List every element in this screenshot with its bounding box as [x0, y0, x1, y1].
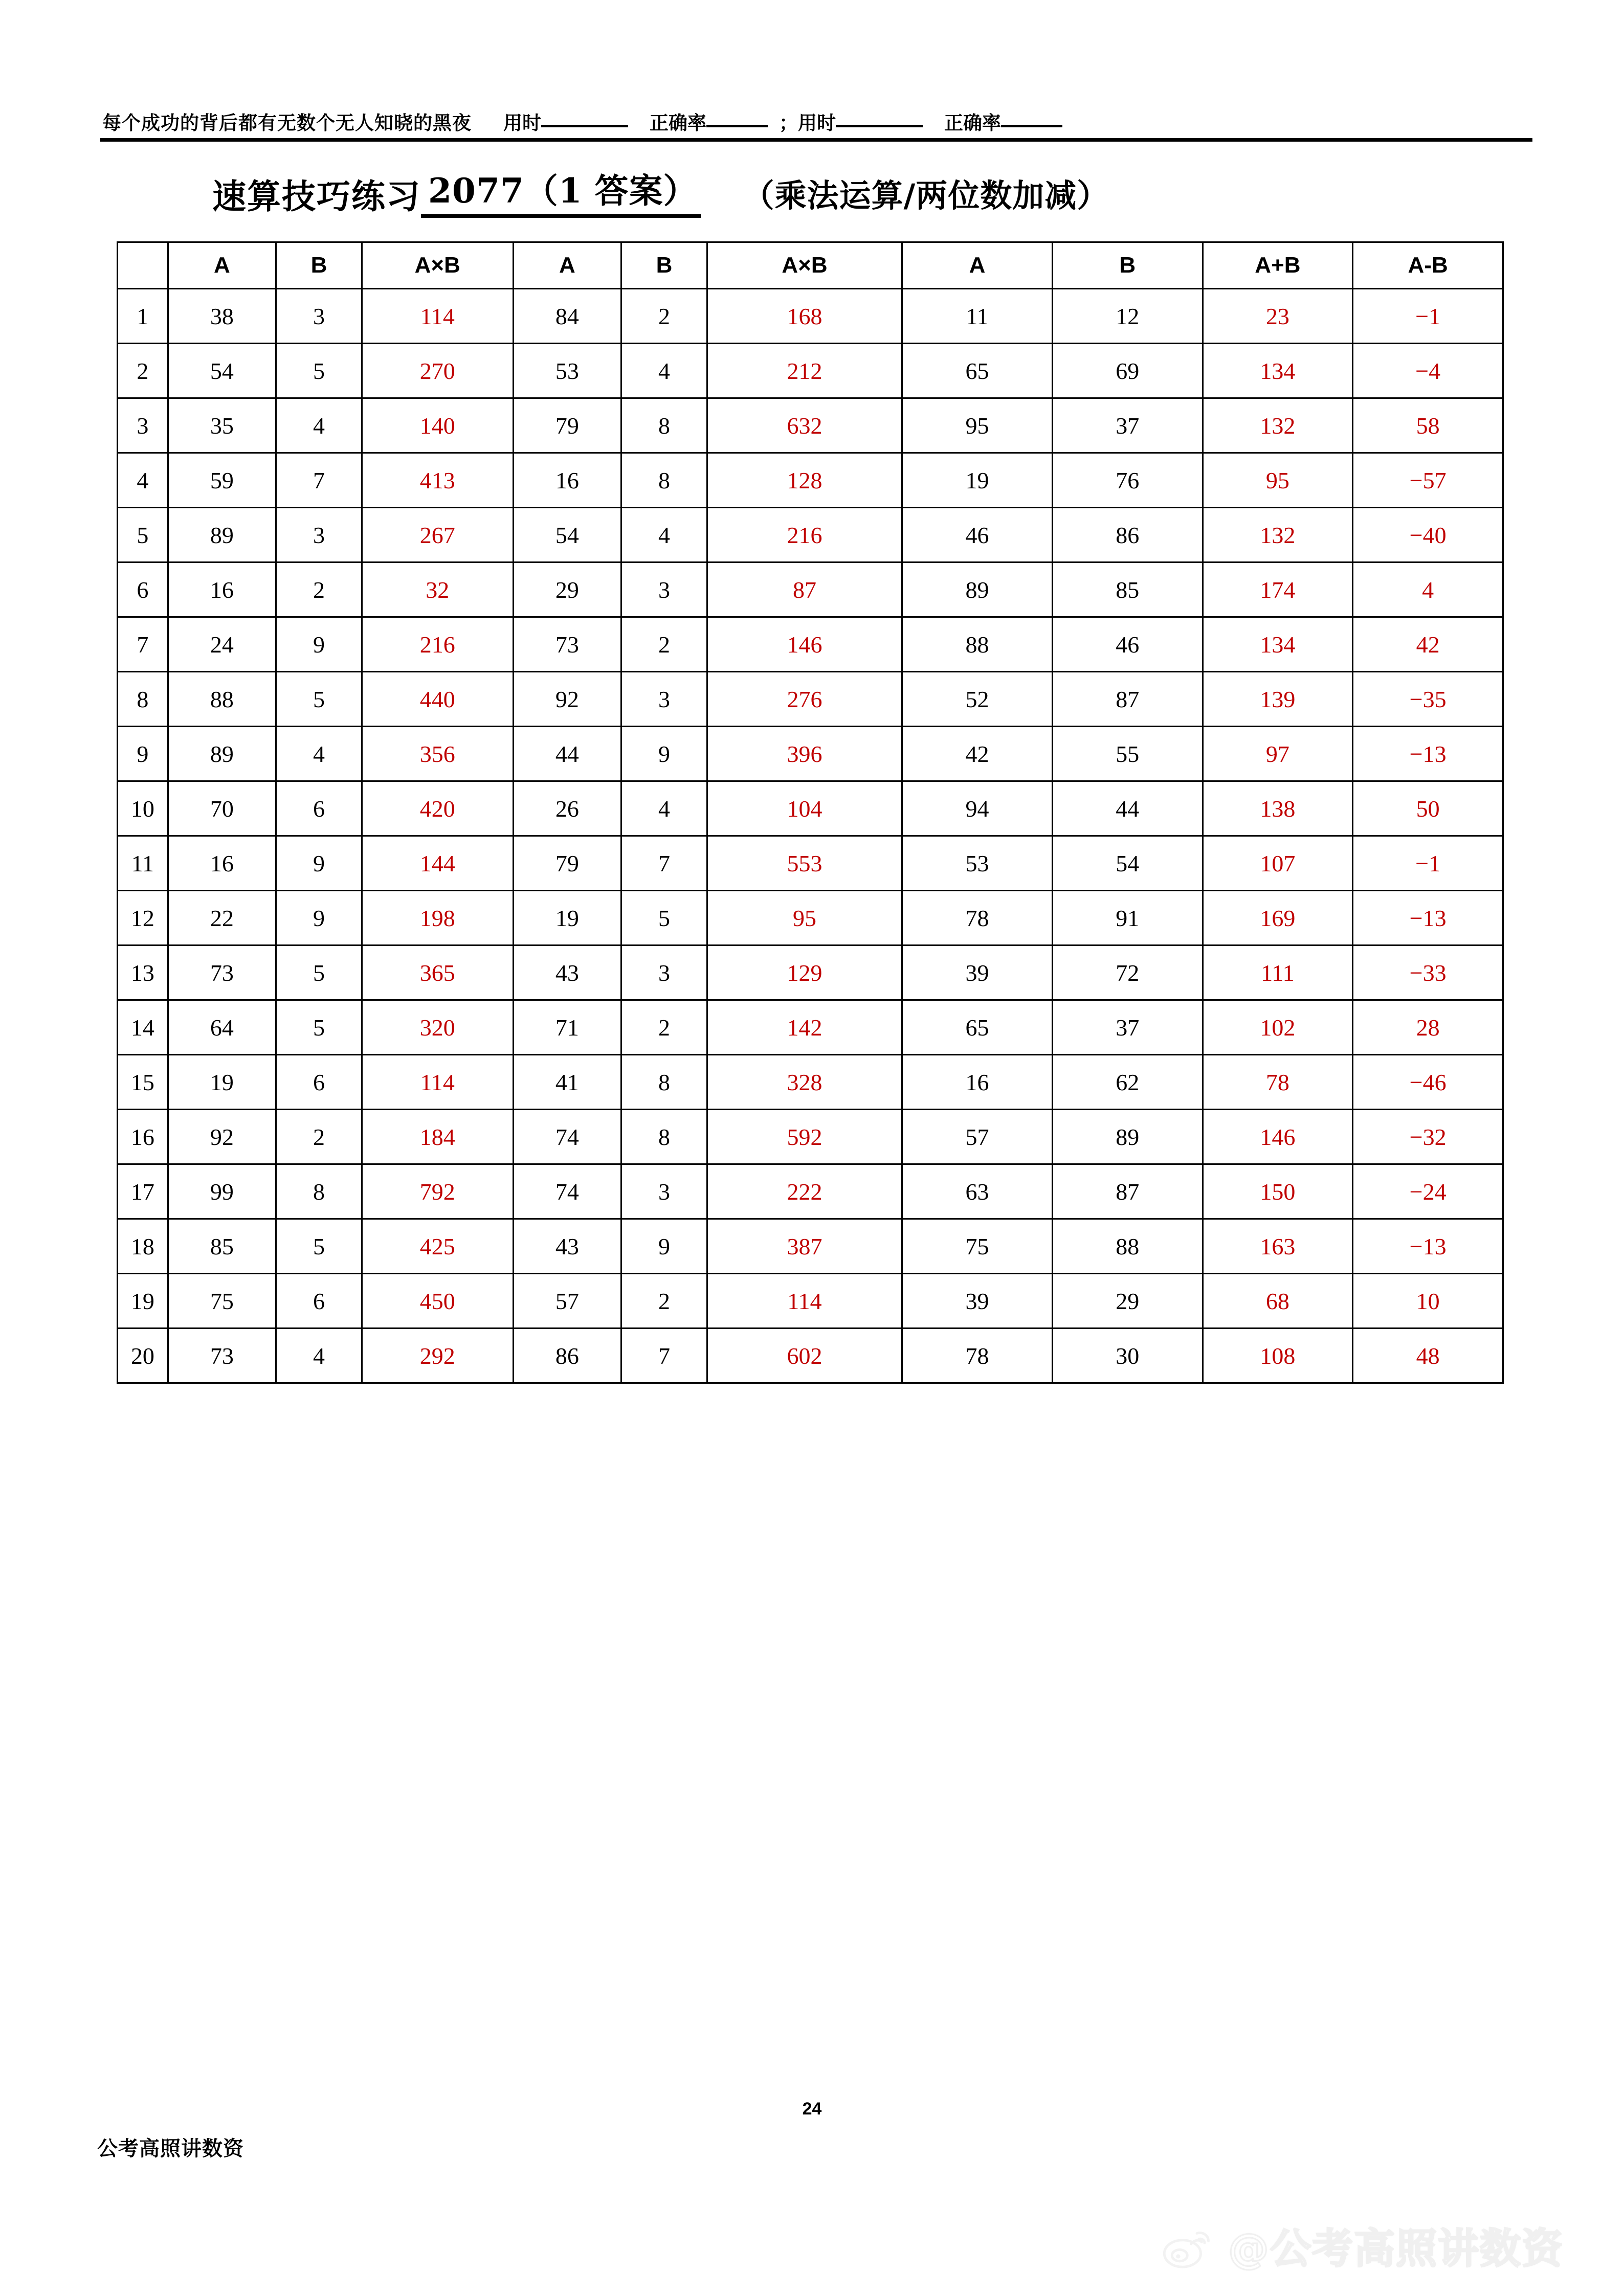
column-header-index: [118, 242, 168, 289]
cell-b2: 3: [621, 672, 707, 727]
row-index: 10: [118, 781, 168, 836]
cell-b1: 8: [276, 1164, 362, 1219]
cell-a1: 70: [168, 781, 276, 836]
weibo-logo-icon: [1159, 2214, 1220, 2276]
cell-sum: 132: [1203, 508, 1353, 562]
cell-a3: 63: [902, 1164, 1053, 1219]
cell-a1: 22: [168, 891, 276, 946]
watermark: [1159, 2214, 1564, 2276]
cell-b3: 76: [1052, 453, 1203, 508]
time-label-2: 用时: [798, 112, 836, 134]
table-row: [118, 891, 1503, 946]
cell-b1: 5: [276, 672, 362, 727]
cell-difference: −4: [1353, 344, 1503, 398]
cell-b3: 87: [1052, 672, 1203, 727]
cell-a3: 16: [902, 1055, 1053, 1110]
cell-a1: 54: [168, 344, 276, 398]
cell-difference: 48: [1353, 1329, 1503, 1383]
footer-brand: 公考高照讲数资: [97, 2137, 244, 2160]
cell-b1: 9: [276, 836, 362, 891]
cell-b1: 5: [276, 1219, 362, 1274]
cell-sum: 163: [1203, 1219, 1353, 1274]
cell-product-2: 128: [707, 453, 902, 508]
cell-a2: 54: [513, 508, 621, 562]
accuracy-blank-2[interactable]: [1001, 124, 1062, 127]
cell-product-1: 198: [362, 891, 513, 946]
table-header: [118, 242, 1503, 289]
cell-a1: 89: [168, 508, 276, 562]
row-index: 13: [118, 946, 168, 1000]
row-index: 9: [118, 727, 168, 781]
cell-difference: −33: [1353, 946, 1503, 1000]
column-header-a2: A: [513, 242, 621, 289]
cell-b1: 3: [276, 508, 362, 562]
cell-a3: 19: [902, 453, 1053, 508]
cell-product-2: 216: [707, 508, 902, 562]
header-motto: 每个成功的背后都有无数个无人知晓的黑夜: [102, 112, 472, 134]
cell-a1: 38: [168, 289, 276, 344]
cell-difference: −57: [1353, 453, 1503, 508]
cell-b3: 12: [1052, 289, 1203, 344]
cell-b3: 44: [1052, 781, 1203, 836]
cell-a1: 99: [168, 1164, 276, 1219]
row-index: 12: [118, 891, 168, 946]
cell-a3: 88: [902, 617, 1053, 672]
cell-sum: 139: [1203, 672, 1353, 727]
cell-b1: 4: [276, 398, 362, 453]
cell-a2: 43: [513, 1219, 621, 1274]
cell-product-2: 387: [707, 1219, 902, 1274]
cell-product-1: 114: [362, 1055, 513, 1110]
cell-a3: 53: [902, 836, 1053, 891]
cell-difference: −32: [1353, 1110, 1503, 1164]
table-header-row: [118, 242, 1503, 289]
cell-sum: 134: [1203, 617, 1353, 672]
cell-product-1: 114: [362, 289, 513, 344]
cell-product-2: 212: [707, 344, 902, 398]
cell-product-1: 425: [362, 1219, 513, 1274]
cell-b3: 69: [1052, 344, 1203, 398]
cell-a3: 65: [902, 344, 1053, 398]
cell-a2: 84: [513, 289, 621, 344]
cell-a3: 78: [902, 1329, 1053, 1383]
cell-b2: 8: [621, 1055, 707, 1110]
cell-a3: 95: [902, 398, 1053, 453]
column-header-axb2: A×B: [707, 242, 902, 289]
cell-a1: 19: [168, 1055, 276, 1110]
cell-b2: 2: [621, 1000, 707, 1055]
cell-a2: 29: [513, 562, 621, 617]
cell-a2: 92: [513, 672, 621, 727]
header-separator: ；: [779, 112, 798, 134]
cell-sum: 150: [1203, 1164, 1353, 1219]
cell-product-1: 420: [362, 781, 513, 836]
cell-b2: 8: [621, 453, 707, 508]
cell-b3: 54: [1052, 836, 1203, 891]
table-row: [118, 672, 1503, 727]
cell-a3: 39: [902, 1274, 1053, 1329]
cell-a2: 86: [513, 1329, 621, 1383]
cell-sum: 23: [1203, 289, 1353, 344]
cell-b1: 4: [276, 1329, 362, 1383]
cell-b2: 5: [621, 891, 707, 946]
cell-b1: 5: [276, 344, 362, 398]
table-row: [118, 1164, 1503, 1219]
cell-product-1: 216: [362, 617, 513, 672]
cell-b3: 86: [1052, 508, 1203, 562]
cell-b3: 37: [1052, 398, 1203, 453]
cell-b3: 62: [1052, 1055, 1203, 1110]
cell-a2: 74: [513, 1110, 621, 1164]
column-header-b2: B: [621, 242, 707, 289]
cell-b1: 5: [276, 946, 362, 1000]
cell-difference: −24: [1353, 1164, 1503, 1219]
cell-b3: 85: [1052, 562, 1203, 617]
cell-difference: −35: [1353, 672, 1503, 727]
cell-sum: 134: [1203, 344, 1353, 398]
table-row: [118, 836, 1503, 891]
cell-sum: 108: [1203, 1329, 1353, 1383]
cell-b1: 5: [276, 1000, 362, 1055]
cell-a3: 94: [902, 781, 1053, 836]
cell-product-2: 276: [707, 672, 902, 727]
cell-a2: 53: [513, 344, 621, 398]
cell-product-2: 129: [707, 946, 902, 1000]
table-row: [118, 1274, 1503, 1329]
cell-b3: 37: [1052, 1000, 1203, 1055]
cell-a1: 24: [168, 617, 276, 672]
cell-b2: 7: [621, 836, 707, 891]
row-index: 11: [118, 836, 168, 891]
cell-b1: 7: [276, 453, 362, 508]
cell-sum: 102: [1203, 1000, 1353, 1055]
cell-difference: 50: [1353, 781, 1503, 836]
cell-b2: 2: [621, 289, 707, 344]
table-row: [118, 453, 1503, 508]
cell-product-2: 95: [707, 891, 902, 946]
watermark-handle: @公考高照讲数资: [1228, 2224, 1564, 2272]
exercise-table: [117, 241, 1504, 1384]
cell-b2: 3: [621, 1164, 707, 1219]
cell-a2: 16: [513, 453, 621, 508]
table-row: [118, 727, 1503, 781]
cell-product-2: 553: [707, 836, 902, 891]
cell-b1: 3: [276, 289, 362, 344]
table-row: [118, 562, 1503, 617]
cell-b2: 9: [621, 727, 707, 781]
cell-b2: 2: [621, 617, 707, 672]
cell-product-2: 104: [707, 781, 902, 836]
table-body: [118, 289, 1503, 1383]
cell-b3: 30: [1052, 1329, 1203, 1383]
row-index: 19: [118, 1274, 168, 1329]
cell-a3: 39: [902, 946, 1053, 1000]
cell-sum: 111: [1203, 946, 1353, 1000]
cell-b2: 4: [621, 781, 707, 836]
cell-sum: 132: [1203, 398, 1353, 453]
table-row: [118, 289, 1503, 344]
cell-difference: 28: [1353, 1000, 1503, 1055]
cell-product-2: 328: [707, 1055, 902, 1110]
table-row: [118, 781, 1503, 836]
cell-a1: 59: [168, 453, 276, 508]
accuracy-label-2: 正确率: [944, 112, 1001, 134]
cell-a1: 73: [168, 1329, 276, 1383]
cell-product-1: 320: [362, 1000, 513, 1055]
cell-difference: 42: [1353, 617, 1503, 672]
cell-b2: 3: [621, 562, 707, 617]
cell-a3: 89: [902, 562, 1053, 617]
cell-b2: 9: [621, 1219, 707, 1274]
cell-b1: 2: [276, 1110, 362, 1164]
exercise-table-container: [117, 241, 1504, 1384]
cell-a1: 85: [168, 1219, 276, 1274]
cell-b3: 46: [1052, 617, 1203, 672]
row-index: 20: [118, 1329, 168, 1383]
running-header: [102, 107, 1529, 135]
cell-b1: 4: [276, 727, 362, 781]
cell-a3: 57: [902, 1110, 1053, 1164]
row-index: 16: [118, 1110, 168, 1164]
cell-b1: 6: [276, 1274, 362, 1329]
page-title: [102, 164, 1529, 218]
column-header-aplusb: A+B: [1203, 242, 1353, 289]
cell-a2: 74: [513, 1164, 621, 1219]
table-row: [118, 946, 1503, 1000]
cell-a1: 73: [168, 946, 276, 1000]
cell-difference: −13: [1353, 1219, 1503, 1274]
table-row: [118, 508, 1503, 562]
cell-product-1: 144: [362, 836, 513, 891]
column-header-b3: B: [1052, 242, 1203, 289]
cell-a1: 64: [168, 1000, 276, 1055]
cell-b3: 89: [1052, 1110, 1203, 1164]
cell-a1: 89: [168, 727, 276, 781]
cell-a1: 16: [168, 562, 276, 617]
cell-product-2: 632: [707, 398, 902, 453]
cell-sum: 174: [1203, 562, 1353, 617]
cell-b1: 6: [276, 781, 362, 836]
row-index: 8: [118, 672, 168, 727]
cell-b1: 2: [276, 562, 362, 617]
cell-b2: 7: [621, 1329, 707, 1383]
title-subtitle: （乘法运算/两位数加减）: [742, 177, 1109, 214]
page-number: 24: [802, 2099, 822, 2119]
cell-a3: 78: [902, 891, 1053, 946]
cell-a2: 44: [513, 727, 621, 781]
cell-product-2: 396: [707, 727, 902, 781]
cell-a2: 26: [513, 781, 621, 836]
cell-difference: −40: [1353, 508, 1503, 562]
cell-a1: 88: [168, 672, 276, 727]
column-header-a3: A: [902, 242, 1053, 289]
cell-b3: 87: [1052, 1164, 1203, 1219]
cell-product-1: 356: [362, 727, 513, 781]
cell-a2: 41: [513, 1055, 621, 1110]
cell-difference: −1: [1353, 289, 1503, 344]
row-index: 2: [118, 344, 168, 398]
cell-product-2: 114: [707, 1274, 902, 1329]
column-header-aminusb: A-B: [1353, 242, 1503, 289]
table-row: [118, 1000, 1503, 1055]
row-index: 3: [118, 398, 168, 453]
cell-difference: 58: [1353, 398, 1503, 453]
cell-b1: 9: [276, 617, 362, 672]
time-blank-1[interactable]: [541, 124, 628, 127]
table-row: [118, 1055, 1503, 1110]
cell-sum: 107: [1203, 836, 1353, 891]
table-row: [118, 1329, 1503, 1383]
cell-sum: 95: [1203, 453, 1353, 508]
cell-difference: −13: [1353, 727, 1503, 781]
cell-sum: 169: [1203, 891, 1353, 946]
cell-a1: 92: [168, 1110, 276, 1164]
accuracy-label-1: 正确率: [650, 112, 706, 134]
cell-difference: 10: [1353, 1274, 1503, 1329]
cell-a1: 16: [168, 836, 276, 891]
cell-a2: 19: [513, 891, 621, 946]
column-header-a1: A: [168, 242, 276, 289]
cell-product-2: 87: [707, 562, 902, 617]
cell-a2: 43: [513, 946, 621, 1000]
cell-a1: 35: [168, 398, 276, 453]
cell-sum: 68: [1203, 1274, 1353, 1329]
cell-sum: 138: [1203, 781, 1353, 836]
row-index: 7: [118, 617, 168, 672]
row-index: 14: [118, 1000, 168, 1055]
cell-b3: 88: [1052, 1219, 1203, 1274]
cell-b3: 91: [1052, 891, 1203, 946]
header-divider: [100, 138, 1532, 142]
cell-a2: 57: [513, 1274, 621, 1329]
cell-b2: 2: [621, 1274, 707, 1329]
cell-a2: 79: [513, 836, 621, 891]
time-label-1: 用时: [503, 112, 541, 134]
cell-product-1: 32: [362, 562, 513, 617]
row-index: 17: [118, 1164, 168, 1219]
column-header-axb1: A×B: [362, 242, 513, 289]
row-index: 1: [118, 289, 168, 344]
cell-sum: 97: [1203, 727, 1353, 781]
title-main: 速算技巧练习: [212, 176, 421, 216]
cell-product-1: 292: [362, 1329, 513, 1383]
cell-sum: 146: [1203, 1110, 1353, 1164]
cell-product-1: 440: [362, 672, 513, 727]
cell-a3: 42: [902, 727, 1053, 781]
cell-a2: 79: [513, 398, 621, 453]
row-index: 15: [118, 1055, 168, 1110]
cell-product-1: 450: [362, 1274, 513, 1329]
cell-product-2: 142: [707, 1000, 902, 1055]
time-blank-2[interactable]: [836, 124, 923, 127]
table-row: [118, 398, 1503, 453]
row-index: 5: [118, 508, 168, 562]
table-row: [118, 344, 1503, 398]
cell-difference: −46: [1353, 1055, 1503, 1110]
cell-a3: 52: [902, 672, 1053, 727]
cell-product-2: 168: [707, 289, 902, 344]
cell-product-2: 592: [707, 1110, 902, 1164]
cell-b2: 4: [621, 344, 707, 398]
row-index: 4: [118, 453, 168, 508]
cell-difference: −13: [1353, 891, 1503, 946]
cell-a1: 75: [168, 1274, 276, 1329]
table-row: [118, 617, 1503, 672]
cell-a2: 71: [513, 1000, 621, 1055]
table-row: [118, 1110, 1503, 1164]
cell-b3: 55: [1052, 727, 1203, 781]
cell-b1: 9: [276, 891, 362, 946]
cell-product-1: 267: [362, 508, 513, 562]
cell-a3: 46: [902, 508, 1053, 562]
cell-sum: 78: [1203, 1055, 1353, 1110]
cell-product-1: 140: [362, 398, 513, 453]
cell-difference: 4: [1353, 562, 1503, 617]
cell-b3: 72: [1052, 946, 1203, 1000]
cell-a2: 73: [513, 617, 621, 672]
cell-product-1: 270: [362, 344, 513, 398]
cell-a3: 11: [902, 289, 1053, 344]
cell-product-1: 365: [362, 946, 513, 1000]
cell-b2: 4: [621, 508, 707, 562]
cell-b1: 6: [276, 1055, 362, 1110]
cell-b3: 29: [1052, 1274, 1203, 1329]
table-row: [118, 1219, 1503, 1274]
cell-product-2: 146: [707, 617, 902, 672]
row-index: 18: [118, 1219, 168, 1274]
cell-product-1: 413: [362, 453, 513, 508]
cell-product-1: 184: [362, 1110, 513, 1164]
cell-product-2: 602: [707, 1329, 902, 1383]
cell-a3: 75: [902, 1219, 1053, 1274]
accuracy-blank-1[interactable]: [706, 124, 768, 127]
cell-a3: 65: [902, 1000, 1053, 1055]
cell-b2: 3: [621, 946, 707, 1000]
cell-product-1: 792: [362, 1164, 513, 1219]
column-header-b1: B: [276, 242, 362, 289]
cell-b2: 8: [621, 1110, 707, 1164]
cell-b2: 8: [621, 398, 707, 453]
cell-difference: −1: [1353, 836, 1503, 891]
cell-product-2: 222: [707, 1164, 902, 1219]
row-index: 6: [118, 562, 168, 617]
title-code: 2077（1 答案）: [421, 164, 701, 218]
